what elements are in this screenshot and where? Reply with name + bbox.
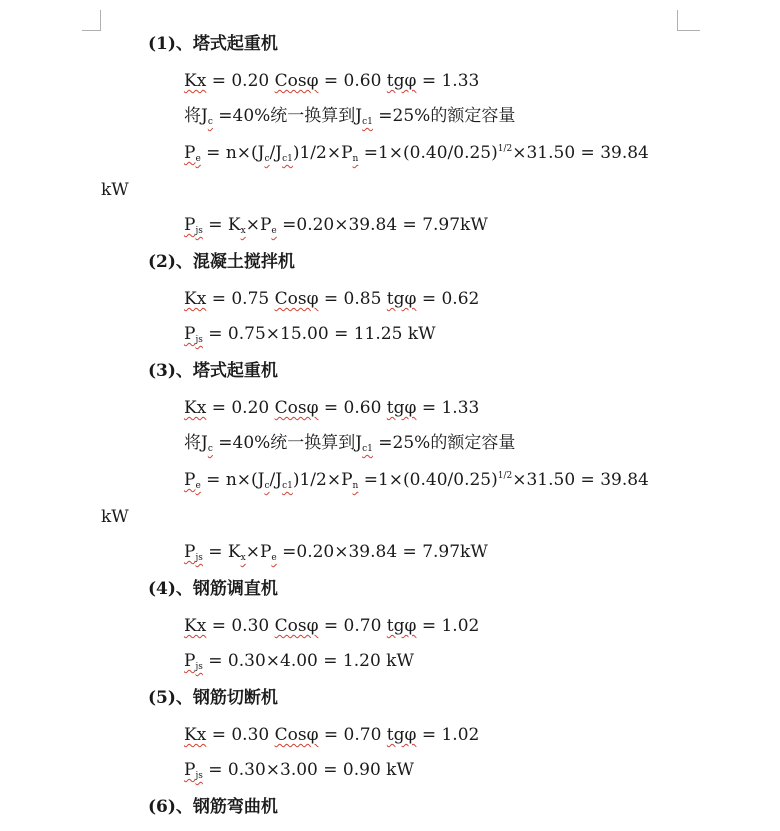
pe-symbol: P bbox=[184, 143, 196, 163]
formula-text: /J bbox=[269, 470, 283, 490]
section-3-continuation: kW bbox=[101, 507, 129, 527]
kx-label: Kx bbox=[184, 398, 207, 418]
crop-mark-top-left bbox=[82, 10, 101, 31]
formula-text: = 0.75×15.00 = 11.25 kW bbox=[202, 324, 436, 344]
pjs-symbol: P bbox=[184, 215, 196, 235]
cos-label: Cosφ bbox=[274, 289, 319, 309]
section-1-continuation: kW bbox=[101, 180, 129, 200]
kx-value: = 0.75 bbox=[206, 289, 275, 309]
kx-label: Kx bbox=[184, 289, 207, 309]
formula-sub: e bbox=[271, 226, 277, 236]
kx-label: Kx bbox=[184, 616, 207, 636]
cos-label: Cosφ bbox=[274, 725, 319, 745]
pjs-sub: js bbox=[195, 335, 203, 345]
kx-value: = 0.30 bbox=[206, 725, 275, 745]
pe-sub: e bbox=[195, 481, 201, 491]
tg-label: tgφ bbox=[386, 616, 417, 636]
section-5-heading: (5)、钢筋切断机 bbox=[148, 688, 278, 708]
kx-value: = 0.20 bbox=[206, 398, 275, 418]
formula-sup: 1/2 bbox=[497, 144, 513, 154]
formula-sub: n bbox=[352, 481, 359, 491]
formula-text: = 0.30×4.00 = 1.20 kW bbox=[202, 651, 414, 671]
formula-sub: c bbox=[264, 481, 270, 491]
tg-label: tgφ bbox=[386, 725, 417, 745]
section-4-heading: (4)、钢筋调直机 bbox=[148, 579, 278, 599]
tg-value: = 1.02 bbox=[416, 725, 480, 745]
pjs-symbol: P bbox=[184, 542, 196, 562]
formula-sup: 1/2 bbox=[497, 471, 513, 481]
cos-label: Cosφ bbox=[274, 398, 319, 418]
section-4-pjs-formula bbox=[184, 651, 414, 671]
formula-text: )1/2×P bbox=[292, 143, 353, 163]
cos-value: = 0.85 bbox=[318, 289, 387, 309]
formula-text: = 0.30×3.00 = 0.90 kW bbox=[202, 760, 414, 780]
conv-text: 将J bbox=[184, 106, 208, 126]
formula-text: =0.20×39.84 = 7.97kW bbox=[276, 542, 488, 562]
kx-value: = 0.30 bbox=[206, 616, 275, 636]
section-1-pe-formula bbox=[184, 143, 649, 163]
formula-text: ×31.50 = 39.84 bbox=[512, 470, 649, 490]
section-2-heading: (2)、混凝土搅拌机 bbox=[148, 252, 295, 272]
cos-value: = 0.60 bbox=[318, 71, 387, 91]
cos-label: Cosφ bbox=[274, 616, 319, 636]
section-2-coefficients bbox=[184, 289, 479, 309]
formula-text: =0.20×39.84 = 7.97kW bbox=[276, 215, 488, 235]
formula-sub: e bbox=[271, 553, 277, 563]
pe-sub: e bbox=[195, 154, 201, 164]
formula-sub: c1 bbox=[282, 154, 293, 164]
section-5-coefficients bbox=[184, 725, 479, 745]
tg-value: = 1.33 bbox=[416, 71, 480, 91]
tg-label: tgφ bbox=[386, 398, 417, 418]
section-6-heading: (6)、钢筋弯曲机 bbox=[148, 797, 278, 817]
section-3-coefficients bbox=[184, 398, 479, 418]
conv-sub: c bbox=[207, 117, 213, 127]
formula-text: ×P bbox=[245, 542, 272, 562]
cos-label: Cosφ bbox=[274, 71, 319, 91]
conv-text: =25%的额定容量 bbox=[372, 106, 516, 126]
kx-label: Kx bbox=[184, 725, 207, 745]
section-1-pjs-formula bbox=[184, 215, 488, 235]
pe-symbol: P bbox=[184, 470, 196, 490]
formula-sub: x bbox=[240, 226, 246, 236]
conv-sub: c1 bbox=[362, 117, 373, 127]
formula-sub: c1 bbox=[282, 481, 293, 491]
crop-mark-top-right bbox=[677, 10, 700, 31]
section-1-conversion bbox=[184, 106, 515, 126]
pjs-symbol: P bbox=[184, 651, 196, 671]
pjs-symbol: P bbox=[184, 760, 196, 780]
conv-text: =25%的额定容量 bbox=[372, 433, 516, 453]
pjs-sub: js bbox=[195, 771, 203, 781]
section-3-pe-formula bbox=[184, 470, 649, 490]
cos-value: = 0.70 bbox=[318, 725, 387, 745]
cos-value: = 0.60 bbox=[318, 398, 387, 418]
formula-text: =1×(0.40/0.25) bbox=[358, 470, 498, 490]
tg-value: = 1.33 bbox=[416, 398, 480, 418]
section-3-pjs-formula bbox=[184, 542, 488, 562]
section-2-pjs-formula bbox=[184, 324, 436, 344]
conv-sub: c1 bbox=[362, 444, 373, 454]
kx-label: Kx bbox=[184, 71, 207, 91]
formula-text: /J bbox=[269, 143, 283, 163]
section-3-heading: (3)、塔式起重机 bbox=[148, 361, 278, 381]
tg-label: tgφ bbox=[386, 71, 417, 91]
formula-text: = n×(J bbox=[200, 143, 265, 163]
tg-label: tgφ bbox=[386, 289, 417, 309]
conv-text: 将J bbox=[184, 433, 208, 453]
conv-text: =40%统一换算到J bbox=[212, 433, 363, 453]
cos-value: = 0.70 bbox=[318, 616, 387, 636]
section-1-coefficients bbox=[184, 71, 479, 91]
formula-sub: n bbox=[352, 154, 359, 164]
formula-text: ×P bbox=[245, 215, 272, 235]
conv-sub: c bbox=[207, 444, 213, 454]
pjs-sub: js bbox=[195, 553, 203, 563]
tg-value: = 1.02 bbox=[416, 616, 480, 636]
pjs-sub: js bbox=[195, 662, 203, 672]
pjs-symbol: P bbox=[184, 324, 196, 344]
tg-value: = 0.62 bbox=[416, 289, 480, 309]
section-1-heading: (1)、塔式起重机 bbox=[148, 34, 278, 54]
section-3-conversion bbox=[184, 433, 515, 453]
formula-text: )1/2×P bbox=[292, 470, 353, 490]
formula-text: =1×(0.40/0.25) bbox=[358, 143, 498, 163]
conv-text: =40%统一换算到J bbox=[212, 106, 363, 126]
formula-text: = K bbox=[202, 215, 241, 235]
section-4-coefficients bbox=[184, 616, 479, 636]
formula-text: = n×(J bbox=[200, 470, 265, 490]
section-5-pjs-formula bbox=[184, 760, 414, 780]
formula-sub: c bbox=[264, 154, 270, 164]
formula-sub: x bbox=[240, 553, 246, 563]
formula-text: = K bbox=[202, 542, 241, 562]
pjs-sub: js bbox=[195, 226, 203, 236]
formula-text: ×31.50 = 39.84 bbox=[512, 143, 649, 163]
kx-value: = 0.20 bbox=[206, 71, 275, 91]
